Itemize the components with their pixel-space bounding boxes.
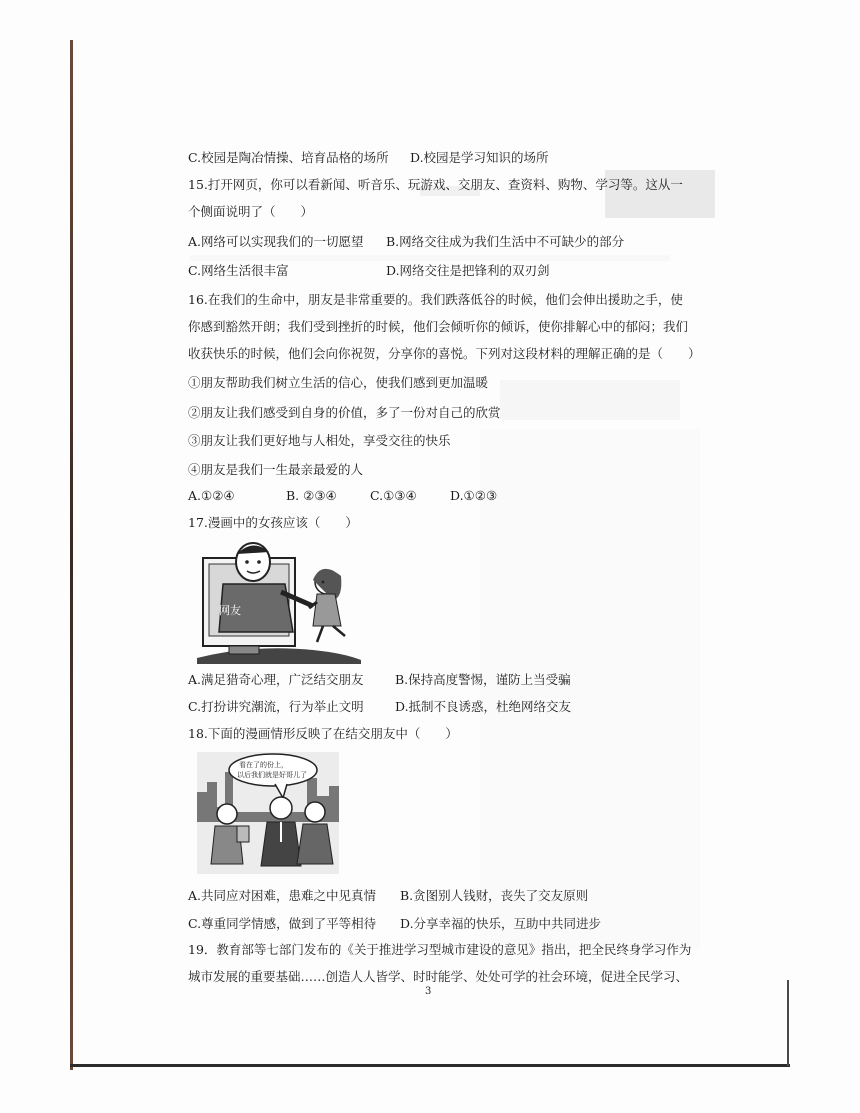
q16-stem-line2: 你感到豁然开朗；我们受到挫折的时候，他们会倾听你的倾诉，使你排解心中的郁闷；我们	[188, 319, 689, 334]
q17-option-c: C.打扮讲究潮流，行为举止文明	[188, 699, 364, 714]
q16-option-a: A.①②④	[188, 488, 235, 503]
q18-stem: 18.下面的漫画情形反映了在结交朋友中（ ）	[188, 726, 458, 741]
q19-stem-line2: 城市发展的重要基础……创造人人皆学、时时能学、处处可学的社会环境，促进全民学习、	[188, 969, 689, 984]
q16-statement-2: ②朋友让我们感受到自身的价值，多了一份对自己的欣赏	[188, 405, 501, 420]
page-left-edge	[70, 40, 73, 1070]
q16-options	[188, 488, 498, 504]
q15-stem-line1: 15.打开网页，你可以看新闻、听音乐、玩游戏、交朋友、查资料、购物、学习等。这从一	[188, 177, 683, 192]
q17-option-a: A.满足猎奇心理，广泛结交朋友	[188, 672, 364, 687]
q17-option-b: B.保持高度警惕，谨防上当受骗	[395, 672, 571, 687]
q15-options-ab	[188, 234, 625, 250]
q19-stem-line1: 19．教育部等七部门发布的《关于推进学习型城市建设的意见》指出，把全民终身学习作为	[188, 942, 692, 957]
q16-stem-line1: 16.在我们的生命中，朋友是非常重要的。我们跌落低谷的时候，他们会伸出援助之手，使	[188, 292, 683, 307]
q16-statement-4: ④朋友是我们一生最亲最爱的人	[188, 462, 364, 477]
q14-options-cd	[188, 150, 549, 166]
q15-option-b: B.网络交往成为我们生活中不可缺少的部分	[386, 234, 625, 249]
bleed-through-line	[190, 255, 670, 261]
q16-stem-line3: 收获快乐的时候，他们会向你祝贺，分享你的喜悦。下列对这段材料的理解正确的是（ ）	[188, 346, 701, 361]
q14-option-c: C.校园是陶冶情操、培育品格的场所	[188, 150, 389, 165]
page-number: 3	[425, 986, 432, 997]
q14-option-d: D.校园是学习知识的场所	[410, 150, 549, 165]
q16-statement-1: ①朋友帮助我们树立生活的信心，使我们感到更加温暖	[188, 375, 489, 390]
q17-options-cd	[188, 699, 572, 715]
q17-option-d: D.抵制不良诱惑，杜绝网络交友	[395, 699, 572, 714]
q17-cartoon	[193, 540, 365, 664]
q18-option-c: C.尊重同学情感，做到了平等相待	[188, 916, 377, 931]
q16-option-d: D.①②③	[450, 488, 498, 503]
q16-statement-3: ③朋友让我们更好地与人相处，享受交往的快乐	[188, 433, 451, 448]
q18-options-cd	[188, 916, 602, 932]
bleed-through-table	[500, 380, 680, 420]
q16-option-c: C.①③④	[370, 488, 417, 503]
q17-options-ab	[188, 672, 571, 688]
q15-stem-line2: 个侧面说明了（ ）	[188, 204, 314, 219]
q15-option-a: A.网络可以实现我们的一切愿望	[188, 234, 364, 249]
q18-bubble-line2: 以后我们就是好哥儿了	[237, 771, 307, 779]
q15-option-c: C.网络生活很丰富	[188, 263, 289, 278]
bleed-through-text-area	[480, 430, 700, 950]
q18-option-d: D.分享幸福的快乐，互助中共同进步	[400, 916, 602, 931]
q15-option-d: D.网络交往是把锋利的双刃剑	[386, 263, 550, 278]
page-bottom-edge	[70, 1064, 790, 1067]
q17-stem: 17.漫画中的女孩应该（ ）	[188, 515, 358, 530]
q17-cartoon-label: 网友	[219, 604, 241, 617]
q18-options-ab	[188, 888, 589, 904]
page-right-edge	[787, 980, 789, 1066]
q18-option-b: B.贪图别人钱财，丧失了交友原则	[400, 888, 589, 903]
q18-cartoon	[197, 752, 339, 874]
q16-option-b: B. ②③④	[286, 488, 337, 503]
q15-options-cd	[188, 263, 550, 279]
q18-option-a: A.共同应对困难，患难之中见真情	[188, 888, 377, 903]
q18-bubble-line1: 看在了的份上，	[239, 761, 288, 769]
